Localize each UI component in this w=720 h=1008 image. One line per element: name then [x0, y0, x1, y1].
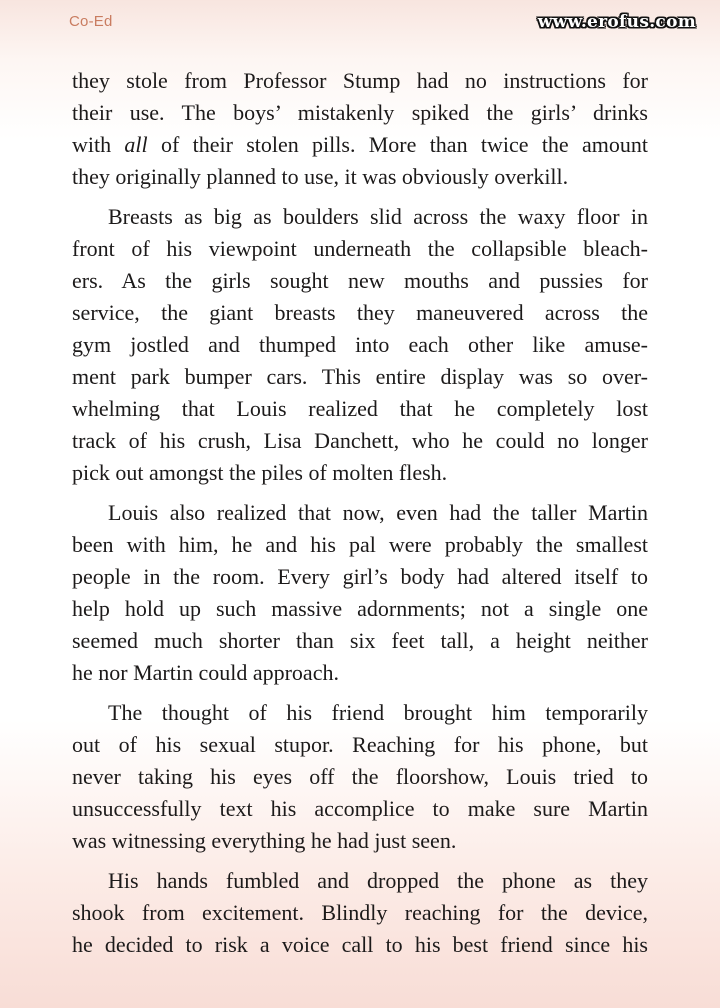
- watermark: www.erofus.com: [537, 12, 696, 32]
- text-line: they stole from Professor Stump had no instructions for: [72, 68, 648, 93]
- emphasis: all: [124, 132, 148, 157]
- text-line: out of his sexual stupor. Reaching for his phone, but: [72, 732, 648, 757]
- text-line: pick out amongst the piles of molten flesh.: [72, 460, 448, 485]
- text-line: whelming that Louis realized that he completely lost: [72, 396, 648, 421]
- text-line: service, the giant breasts they maneuvered across the: [72, 300, 648, 325]
- text-line: Breasts as big as boulders slid across the waxy floor in: [108, 204, 648, 229]
- text-line: been with him, he and his pal were probably the smallest: [72, 532, 648, 557]
- paragraph: [72, 865, 648, 961]
- text-line: never taking his eyes off the floorshow, Louis tried to: [72, 764, 648, 789]
- text-line: ers. As the girls sought new mouths and pussies for: [72, 268, 648, 293]
- text-line: Louis also realized that now, even had the taller Martin: [108, 500, 648, 525]
- text-line: was witnessing everything he had just seen.: [72, 828, 457, 853]
- text-line: ment park bumper cars. This entire display was so over-: [72, 364, 648, 389]
- paragraph: [72, 697, 648, 857]
- line-text: with: [72, 132, 125, 157]
- text-line: The thought of his friend brought him temporarily: [108, 700, 648, 725]
- text-line: front of his viewpoint underneath the collapsible bleach-: [72, 236, 648, 261]
- text-line: their use. The boys’ mistakenly spiked the girls’ drinks: [72, 100, 648, 125]
- text-line: shook from excitement. Blindly reaching for the device,: [72, 900, 648, 925]
- text-line: His hands fumbled and dropped the phone as they: [108, 868, 648, 893]
- text-line: he nor Martin could approach.: [72, 660, 339, 685]
- paragraph: [72, 497, 648, 689]
- paragraph: [72, 65, 648, 193]
- page-body: [72, 65, 648, 969]
- text-line: unsuccessfully text his accomplice to make sure Martin: [72, 796, 648, 821]
- line-text: of their stolen pills. More than twice the amount: [147, 132, 648, 157]
- text-line: seemed much shorter than six feet tall, a height neither: [72, 628, 648, 653]
- text-line: he decided to risk a voice call to his best friend since his: [72, 932, 648, 957]
- text-line: track of his crush, Lisa Danchett, who he could no longer: [72, 428, 648, 453]
- text-line: gym jostled and thumped into each other like amuse-: [72, 332, 648, 357]
- text-line: they originally planned to use, it was obviously overkill.: [72, 164, 569, 189]
- book-title: Co-Ed: [69, 13, 113, 30]
- text-line: help hold up such massive adornments; not a single one: [72, 596, 648, 621]
- text-line: people in the room. Every girl’s body had altered itself to: [72, 564, 648, 589]
- paragraph: [72, 201, 648, 489]
- text-line: [72, 129, 648, 161]
